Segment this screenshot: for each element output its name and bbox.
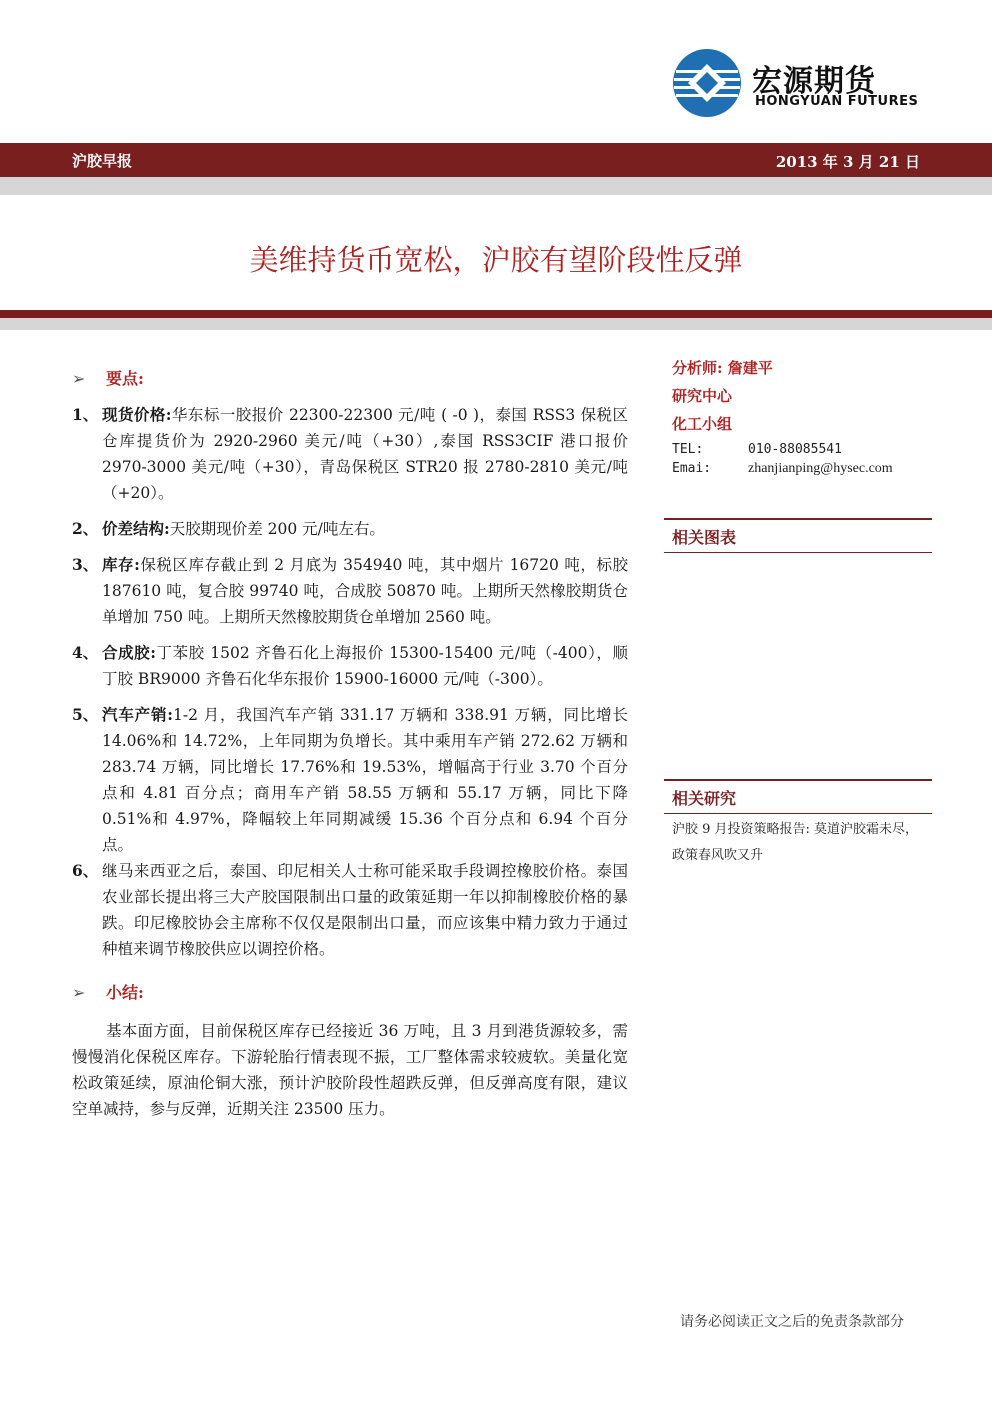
summary-label: 小结: (106, 983, 144, 1002)
tel-value: 010-88085541 (748, 442, 842, 457)
analyst-info (672, 354, 932, 477)
list-item (72, 552, 628, 630)
email-label: Emai: (672, 461, 712, 476)
summary-paragraph: 基本面方面，目前保税区库存已经接近 36 万吨，且 3 月到港货源较多，需慢慢消化保税区库存。下游轮胎行情表现不振，工厂整体需求较疲软。美量化宽松政策延续，原油伦铜大涨，预计沪胶阶段性超跌反弹，但反弹高度有限，建议空单减持，参与反弹，近期关注 23500 压力。 (72, 1022, 628, 1118)
main-content (72, 366, 628, 1122)
item-number: 6、 (72, 861, 99, 880)
summary-heading (72, 980, 628, 1006)
related-research-section (664, 779, 932, 872)
item-label: 合成胶: (102, 643, 156, 662)
item-number: 1、 (72, 405, 99, 424)
list-item (72, 858, 628, 962)
section-divider (664, 552, 932, 553)
item-text: 继马来西亚之后，泰国、印尼相关人士称可能采取手段调控橡胶价格。泰国农业部长提出将三大产胶国限制出口量的政策延期一年以抑制橡胶价格的暴跌。印尼橡胶协会主席称不仅仅是限制出口量，而应该集中精力致力于通过种植来调节橡胶供应以调控价格。 (102, 862, 628, 958)
arrow-bullet-icon: ➢ (72, 983, 86, 1002)
list-item (72, 516, 628, 542)
disclaimer-note: 请务必阅读正文之后的免责条款部分 (680, 1314, 904, 1330)
key-points-heading (72, 366, 628, 392)
item-label: 库存: (102, 555, 140, 574)
item-text: 1-2 月，我国汽车产销 331.17 万辆和 338.91 万辆，同比增长 14.06%和 14.72%，上年同期为负增长。其中乘用车产销 272.62 万辆和 283.74 万辆，同比增长 17.76%和 19.53%，增幅高于行业 3.70 个百分点和 4.81 百分点；商用车产销 58.55 万辆和 55.17 万辆，同比下降 0.51%和 4.97%，降幅较上年同期减缓 15.36 个百分点和 6.94 个百分点。 (102, 706, 628, 854)
item-number: 4、 (72, 643, 99, 662)
item-text: 华东标一胶报价 22300-22300 元/吨 ( -0 )，泰国 RSS3 保税区仓库提货价为 2920-2960 美元/吨（+30）,泰国 RSS3CIF 港口报价 2970-3000 美元/吨（+30），青岛保税区 STR20 报 2780-2810 美元/吨（+20）。 (102, 406, 628, 502)
research-group: 化工小组 (672, 415, 733, 433)
related-charts-title: 相关图表 (672, 528, 737, 547)
logo-name-cn: 宏源期货 (752, 64, 876, 99)
report-date: 2013 年 3 月 21 日 (775, 153, 920, 171)
arrow-bullet-icon: ➢ (72, 369, 86, 388)
research-dept: 研究中心 (672, 387, 733, 405)
title-divider (0, 310, 992, 318)
title-divider-shadow (0, 318, 992, 330)
tel-label: TEL: (672, 442, 704, 457)
hongyuan-logo-icon (672, 48, 742, 118)
related-research-title: 相关研究 (672, 789, 737, 808)
report-category: 沪胶早报 (72, 152, 133, 170)
item-number: 2、 (72, 519, 99, 538)
item-label: 价差结构: (102, 519, 170, 538)
key-points-label: 要点: (106, 369, 144, 388)
list-item (72, 702, 628, 858)
report-title: 美维持货币宽松，沪胶有望阶段性反弹 (249, 243, 743, 277)
item-text: 保税区库存截止到 2 月底为 354940 吨，其中烟片 16720 吨，标胶 187610 吨，复合胶 99740 吨，合成胶 50870 吨。上期所天然橡胶期货仓单增加 750 吨。上期所天然橡胶期货仓单增加 2560 吨。 (102, 556, 628, 626)
tel-row (672, 442, 932, 457)
item-text: 丁苯胶 1502 齐鲁石化上海报价 15300-15400 元/吨（-400），顺丁胶 BR9000 齐鲁石化华东报价 15900-16000 元/吨（-300）。 (102, 644, 628, 688)
header-band-shadow (0, 177, 992, 195)
email-value: zhanjianping@hysec.com (748, 461, 893, 476)
list-item (72, 402, 628, 506)
analyst-name: 分析师: 詹建平 (672, 359, 773, 377)
item-text: 天胶期现价差 200 元/吨左右。 (169, 520, 385, 538)
item-label: 汽车产销: (102, 705, 173, 724)
list-item (72, 640, 628, 692)
related-charts-section (664, 518, 932, 553)
logo-name-en: HONGYUAN FUTURES (755, 94, 919, 109)
email-row (672, 461, 932, 477)
item-label: 现货价格: (102, 405, 172, 424)
item-number: 3、 (72, 555, 99, 574)
related-research-link[interactable]: 沪胶 9 月投资策略报告: 莫道沪胶霜未尽，政策春风吹又升 (672, 822, 919, 863)
item-number: 5、 (72, 705, 99, 724)
